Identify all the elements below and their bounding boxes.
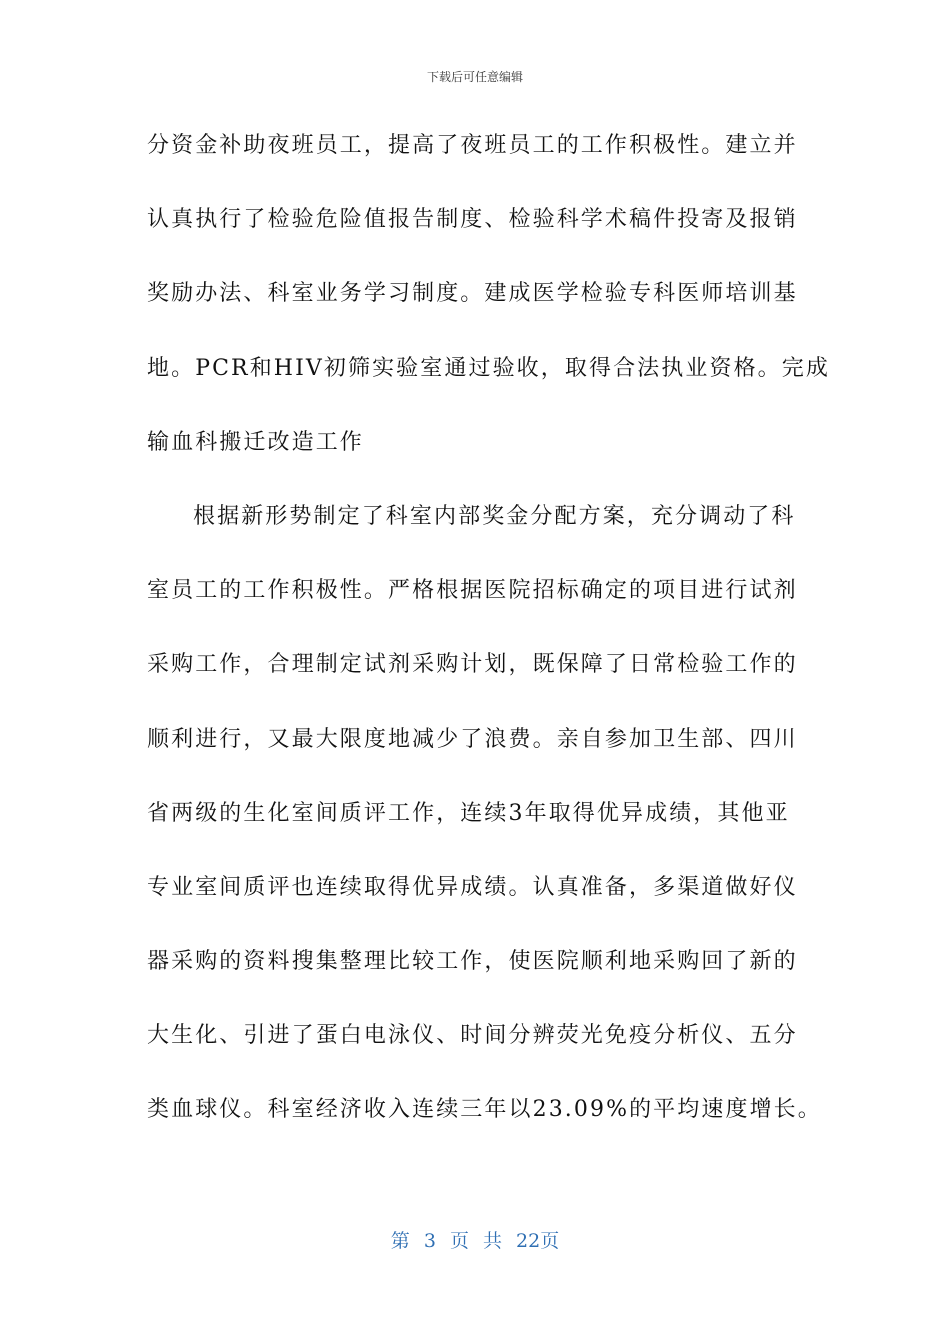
body-line: 采购工作，合理制定试剂采购计划，既保障了日常检验工作的 bbox=[147, 652, 798, 678]
body-line: 专业室间质评也连续取得优异成绩。认真准备，多渠道做好仪 bbox=[147, 874, 798, 900]
body-line: 地。PCR和HIV初筛实验室通过验收，取得合法执业资格。完成 bbox=[147, 355, 830, 381]
body-line: 省两级的生化室间质评工作，连续3年取得优异成绩，其他亚 bbox=[147, 800, 790, 826]
body-line: 类血球仪。科室经济收入连续三年以23.09%的平均速度增长。 bbox=[147, 1097, 822, 1123]
body-line: 室员工的工作积极性。严格根据医院招标确定的项目进行试剂 bbox=[147, 578, 798, 604]
body-line: 奖励办法、科室业务学习制度。建成医学检验专科医师培训基 bbox=[147, 281, 798, 307]
body-line: 器采购的资料搜集整理比较工作，使医院顺利地采购回了新的 bbox=[147, 949, 798, 975]
body-line: 输血科搬迁改造工作 bbox=[147, 429, 364, 455]
page-footer: 第 3 页 共 22页 bbox=[390, 1230, 560, 1252]
body-line: 顺利进行，又最大限度地减少了浪费。亲自参加卫生部、四川 bbox=[147, 726, 798, 752]
body-line: 认真执行了检验危险值报告制度、检验科学术稿件投寄及报销 bbox=[147, 207, 798, 233]
body-line: 分资金补助夜班员工，提高了夜班员工的工作积极性。建立并 bbox=[147, 133, 798, 158]
document-body bbox=[147, 128, 830, 1167]
page-header: 下载后可任意编辑 bbox=[426, 70, 523, 84]
body-line: 大生化、引进了蛋白电泳仪、时间分辨荧光免疫分析仪、五分 bbox=[147, 1023, 798, 1049]
paragraph-first-line: 根据新形势制定了科室内部奖金分配方案，充分调动了科 bbox=[193, 503, 796, 529]
